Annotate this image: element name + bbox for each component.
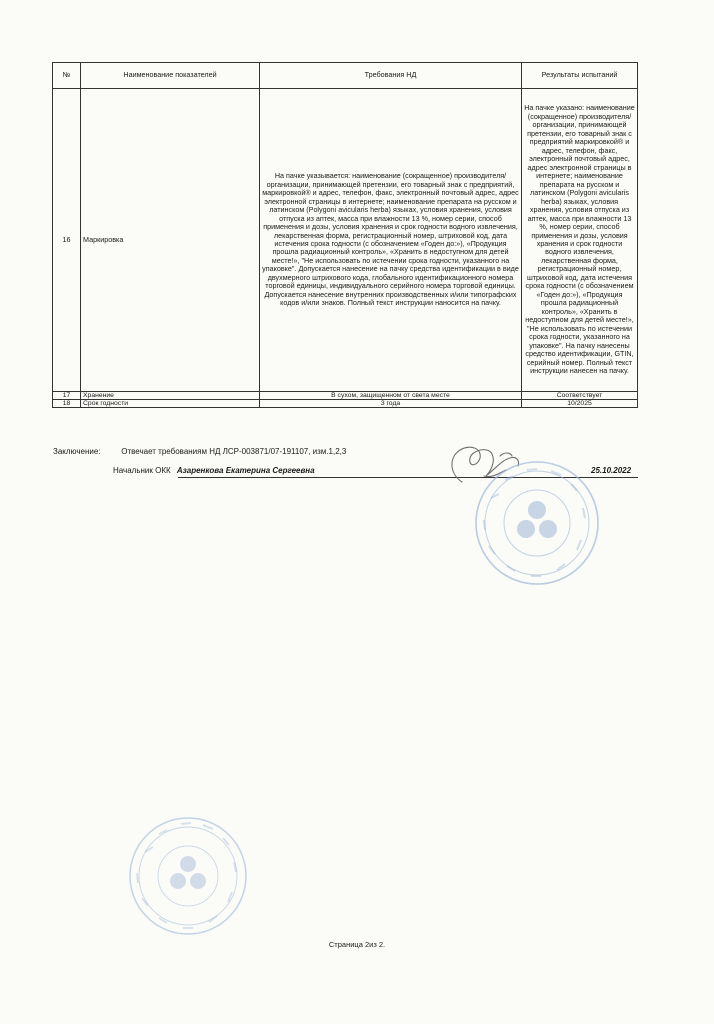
row-result: 10/2025	[522, 400, 638, 408]
header-result: Результаты испытаний	[522, 63, 638, 89]
signer-title: Начальник ОКК	[113, 466, 171, 475]
row-num: 16	[53, 89, 81, 392]
row-result: Соответствует	[522, 392, 638, 400]
row-requirement: В сухом, защищенном от света месте	[260, 392, 522, 400]
conclusion	[53, 447, 346, 456]
row-num: 18	[53, 400, 81, 408]
table-row	[53, 392, 638, 400]
row-name: Маркировка	[81, 89, 260, 392]
header-requirement: Требования НД	[260, 63, 522, 89]
company-seal	[471, 458, 603, 588]
row-result: На пачке указано: наименование (сокращенное) производителя/организации, принимающей претензии, его товарный знак с предприятий маркировкой® и адрес, телефон, факс, электронный почтовый адрес, адрес электронной страницы в интернете; наименование препарата на русском и латинском (Polygoni avicularis herba) языках, условия хранения, условия отпуска из аптек, масса при влажности 13 %, номер серии, способ применения и дозы, условия хранения и срок годности водного извлечения, лекарственная форма, регистрационный номер, штриховой код, дата истечения срока годности (с обозначением «Годен до:»), «Продукция прошла радиационный контроль», «Хранить в недоступном для детей месте!», "Не использовать по истечении срока годности, указанного на упаковке". На пачку нанесены средство идентификации, GTIN, серийный номер. Полный текст инструкции нанесен на пачку.	[522, 89, 638, 392]
signer-line	[113, 466, 315, 475]
row-name: Хранение	[81, 392, 260, 400]
header-num: №	[53, 63, 81, 89]
table-header-row	[53, 63, 638, 89]
conclusion-label: Заключение:	[53, 447, 101, 456]
table-row	[53, 400, 638, 408]
page-number: Страница 2из 2.	[328, 940, 386, 949]
row-requirement: 3 года	[260, 400, 522, 408]
conclusion-text: Отвечает требованиям НД ЛСР-003871/07-191107, изм.1,2,3	[121, 447, 347, 456]
results-table	[52, 62, 638, 408]
row-num: 17	[53, 392, 81, 400]
row-requirement: На пачке указывается: наименование (сокращенное) производителя/организации, принимающей претензии, его товарный знак с предприятий, маркировкой® и адрес, телефон, факс, электронный почтовый адрес, адрес электронной страницы в интернете; наименование препарата на русском и латинском (Polygoni avicularis herba) языках, условия хранения, условия отпуска из аптек, масса при влажности 13 %, номер серии, способ применения и дозы, условия хранения и срок годности водного извлечения, лекарственная форма, регистрационный номер, штриховой код, дата истечения срока годности (с обозначением «Годен до:»), «Продукция прошла радиационный контроль», «Хранить в недоступном для детей месте!», "Не использовать по истечении срока годности, указанного на упаковке". Допускается нанесение на пачку средства идентификации в виде двухмерного штрихового кода, глобального идентификационного номера торговой единицы, индивидуального серийного номера торговой единицы. Допускается нанесение внутренних производственных и/или типографских кодов и/или знаков. Полный текст инструкции наносится на пачку.	[260, 89, 522, 392]
row-name: Срок годности	[81, 400, 260, 408]
header-name: Наименование показателей	[81, 63, 260, 89]
table-row	[53, 89, 638, 392]
signer-name: Азаренкова Екатерина Сергеевна	[176, 466, 315, 475]
company-seal-lower	[127, 814, 249, 938]
signature-date: 25.10.2022	[591, 466, 632, 475]
